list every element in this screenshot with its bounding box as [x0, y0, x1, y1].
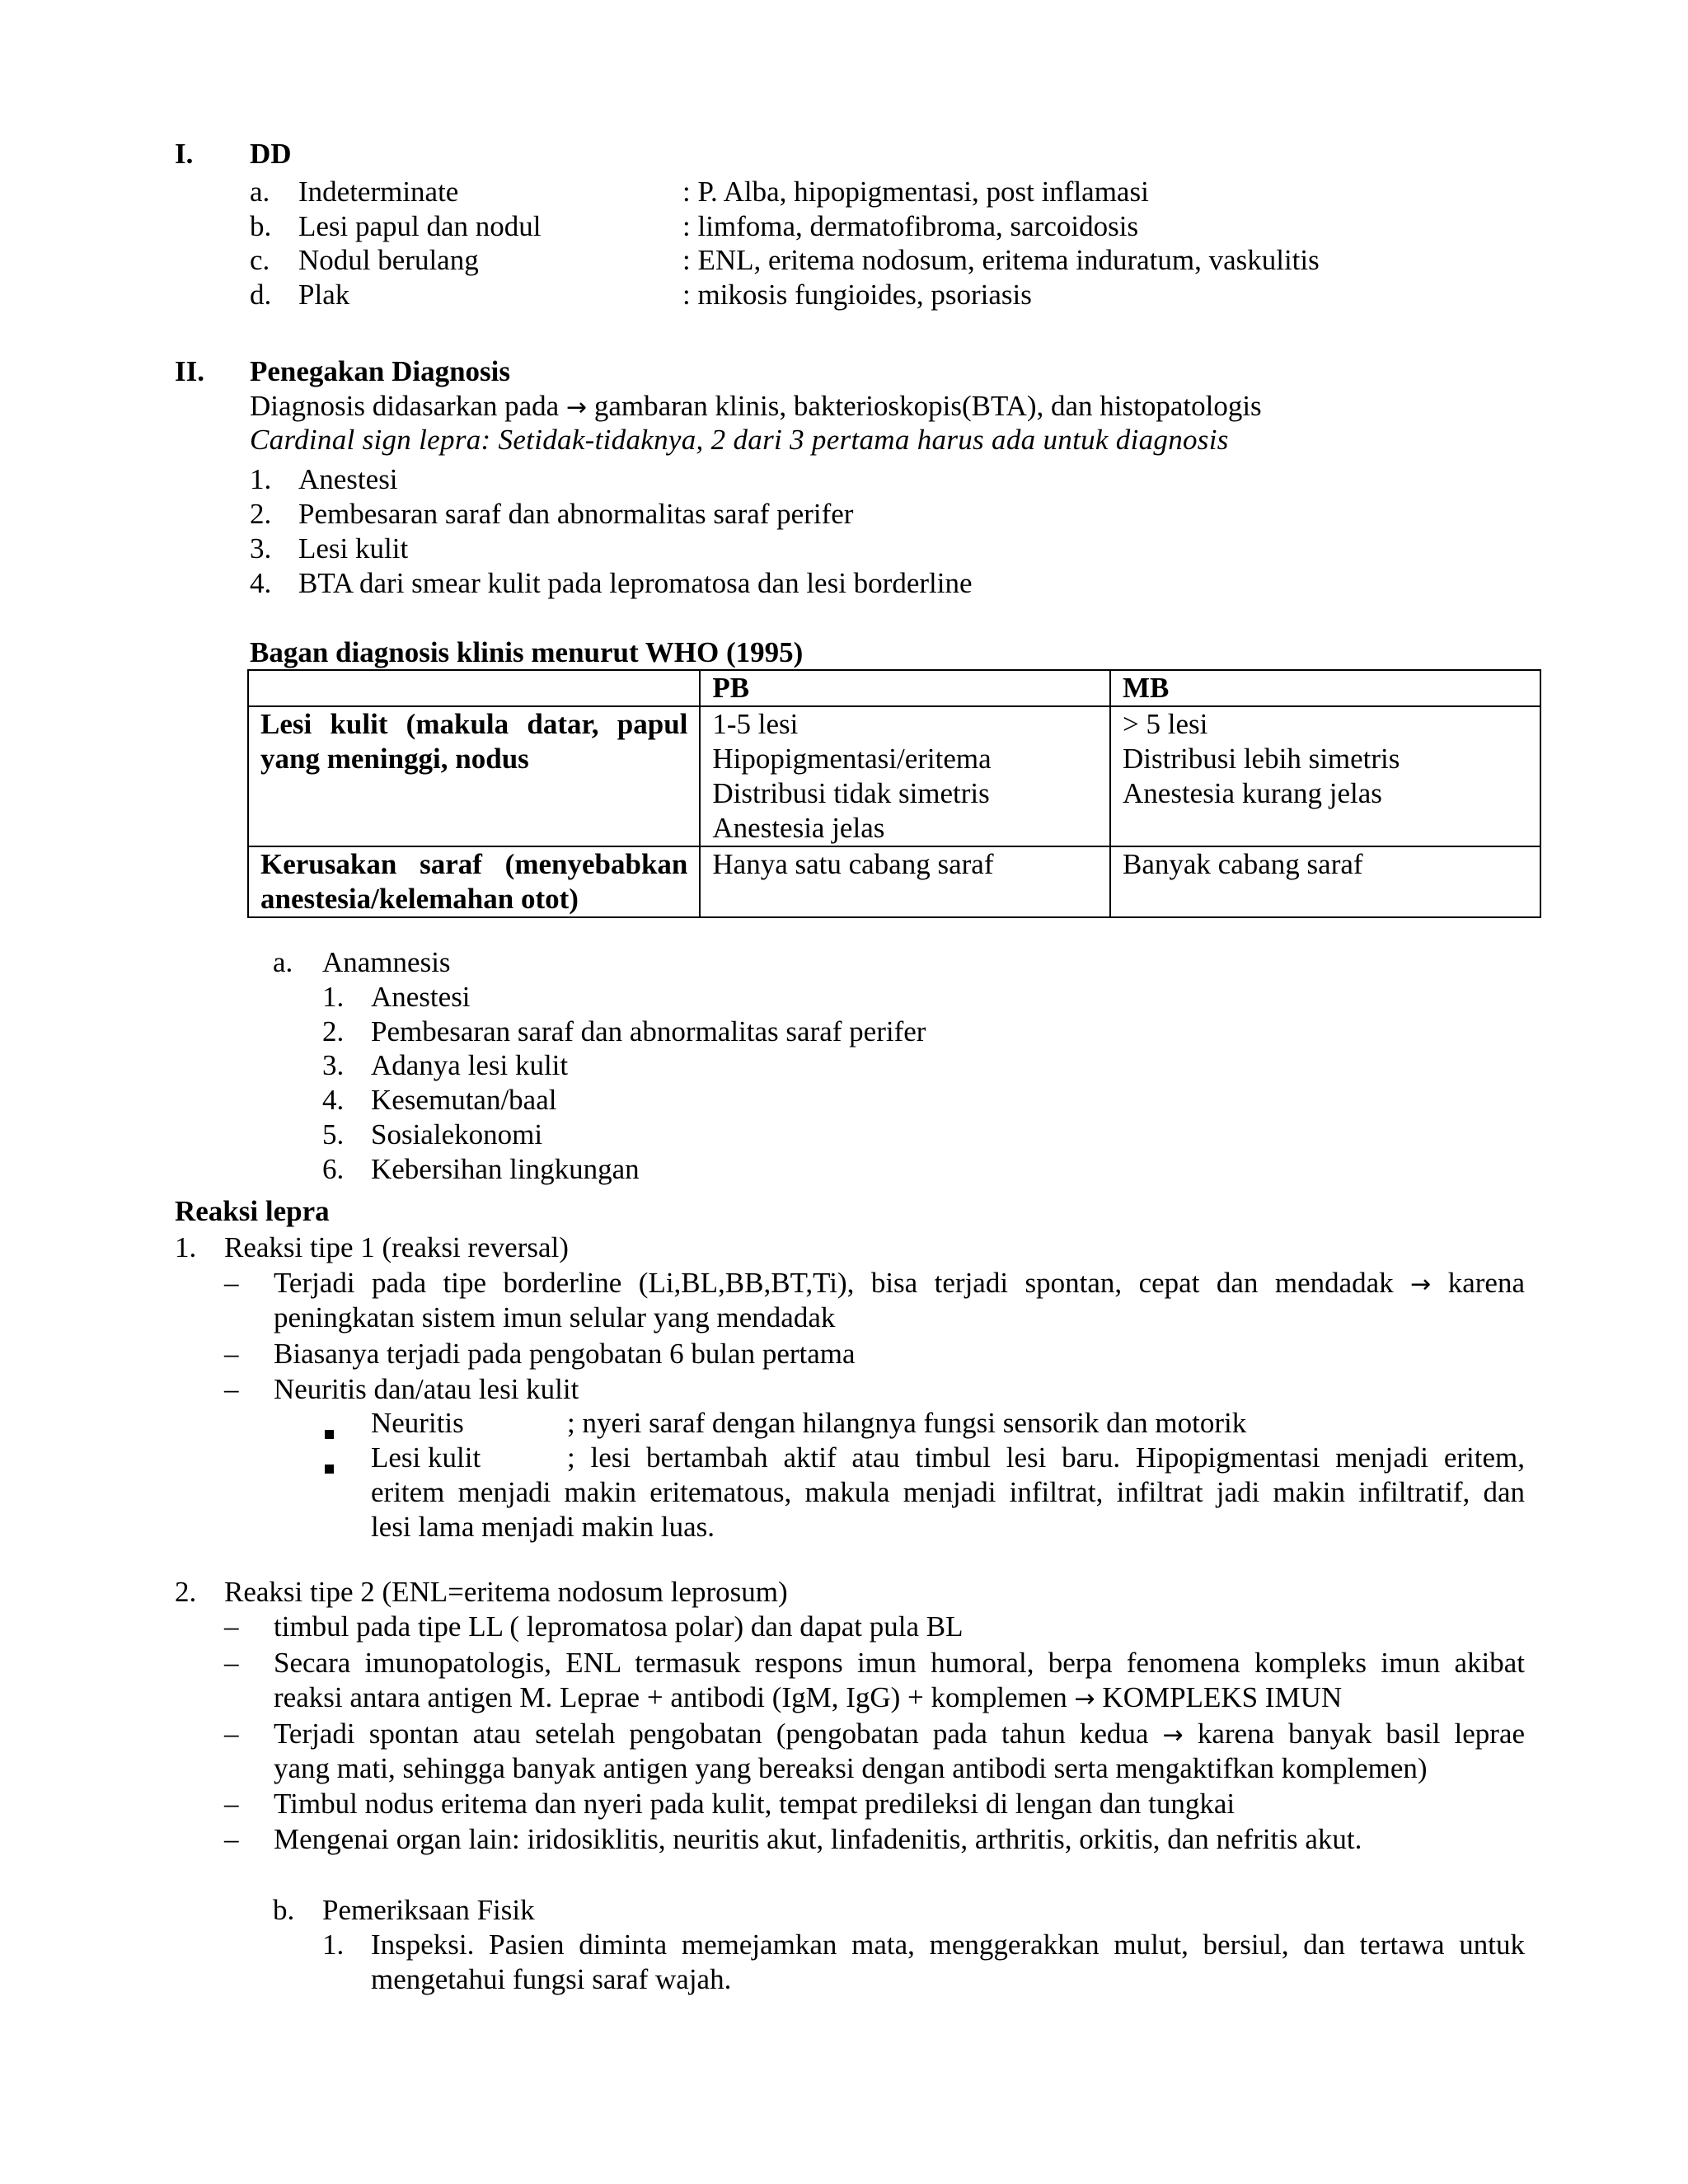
table-header-pb: PB	[700, 670, 1110, 706]
anamnesis-text-5: Sosialekonomi	[371, 1118, 543, 1151]
dd-value-d: : mikosis fungioides, psoriasis	[682, 279, 1032, 311]
tipe1-bullet1-pre: Terjadi pada tipe borderline (Li,BL,BB,BT,Ti), bisa terjadi spontan, cepat dan mendadak	[274, 1267, 1394, 1299]
table-header-empty	[248, 670, 700, 706]
sub2-term: Lesi kulit	[371, 1441, 481, 1474]
dd-term-c: Nodul berulang	[298, 244, 479, 276]
section2-title: Penegakan Diagnosis	[250, 355, 511, 387]
sub2-line3: lesi lama menjadi makin luas.	[371, 1511, 715, 1543]
pb-lesi-kulit	[700, 706, 1110, 846]
sign-num-1: 1.	[250, 463, 272, 495]
sub1-term: Neuritis	[371, 1407, 464, 1439]
dd-value-c: : ENL, eritema nodosum, eritema induratum, vaskulitis	[682, 244, 1320, 276]
table-row	[248, 846, 1540, 917]
tipe1-title: Reaksi tipe 1 (reaksi reversal)	[224, 1231, 569, 1263]
dash-icon: –	[224, 1647, 239, 1679]
sign-num-4: 4.	[250, 567, 272, 599]
tipe2-bullet4: Timbul nodus eritema dan nyeri pada kulit, tempat predileksi di lengan dan tungkai	[274, 1788, 1236, 1820]
section2-numeral: II.	[175, 355, 204, 387]
anamnesis-num-6: 6.	[322, 1153, 345, 1185]
pb-line: 1-5 lesi	[712, 708, 799, 740]
mb-line: > 5 lesi	[1123, 708, 1208, 740]
dash-icon: –	[224, 1823, 239, 1855]
tipe2-bullet3-line1	[274, 1717, 1525, 1753]
dd-term-a: Indeterminate	[298, 176, 459, 208]
table-header-mb: MB	[1110, 670, 1540, 706]
mb-line: Distribusi lebih simetris	[1123, 743, 1400, 775]
pb-line: Hanya satu cabang saraf	[712, 848, 994, 880]
anamnesis-text-2: Pembesaran saraf dan abnormalitas saraf perifer	[371, 1015, 926, 1047]
square-bullet-icon	[325, 1447, 334, 1482]
dd-letter-c: c.	[250, 244, 270, 276]
pb-line: Hipopigmentasi/eritema	[712, 743, 992, 775]
reaksi-title: Reaksi lepra	[175, 1195, 330, 1227]
sub2-line1: ; lesi bertambah aktif atau timbul lesi baru. Hipopigmentasi menjadi eritem,	[567, 1441, 1525, 1474]
anamnesis-num-3: 3.	[322, 1049, 345, 1081]
tipe2-title: Reaksi tipe 2 (ENL=eritema nodosum leprosum)	[224, 1576, 788, 1608]
tipe1-bullet1-line1	[274, 1266, 1525, 1302]
anamnesis-num-5: 5.	[322, 1118, 345, 1151]
anamnesis-num-4: 4.	[322, 1084, 345, 1116]
diagnosis-basis-pre: Diagnosis didasarkan pada	[250, 390, 560, 422]
anamnesis-num-2: 2.	[322, 1015, 345, 1047]
pb-kerusakan-saraf	[700, 846, 1110, 917]
mb-line: Banyak cabang saraf	[1123, 848, 1363, 880]
pemeriksaan-title: Pemeriksaan Fisik	[322, 1894, 535, 1926]
dd-letter-a: a.	[250, 176, 270, 208]
dd-letter-d: d.	[250, 279, 272, 311]
tipe2-bullet2-pre: reaksi antara antigen M. Leprae + antibodi (IgM, IgG) + komplemen	[274, 1681, 1067, 1713]
dash-icon: –	[224, 1338, 239, 1370]
anamnesis-title: Anamnesis	[322, 946, 451, 978]
pemeriksaan-item-num: 1.	[322, 1929, 345, 1961]
pemeriksaan-letter: b.	[273, 1894, 295, 1926]
who-diagnosis-table	[247, 669, 1541, 918]
row-label-line: anestesia/kelemahan otot)	[260, 883, 579, 915]
arrow-icon: →	[1162, 1721, 1184, 1750]
who-table-caption: Bagan diagnosis klinis menurut WHO (1995)	[250, 636, 804, 668]
sign-num-2: 2.	[250, 498, 272, 530]
tipe2-bullet1: timbul pada tipe LL ( lepromatosa polar) dan dapat pula BL	[274, 1610, 964, 1643]
tipe1-bullet1-line2: peningkatan sistem imun selular yang mendadak	[274, 1301, 836, 1333]
row-label-line: Kerusakan saraf (menyebabkan	[260, 848, 688, 880]
mb-lesi-kulit	[1110, 706, 1540, 846]
dash-icon: –	[224, 1373, 239, 1405]
pb-line: Anestesia jelas	[712, 812, 885, 844]
dash-icon: –	[224, 1610, 239, 1643]
sub2-line2: eritem menjadi makin eritematous, makula menjadi infiltrat, infiltrat jadi makin infiltratif, dan	[371, 1476, 1525, 1508]
row-label-lesi-kulit	[248, 706, 700, 846]
diagnosis-basis	[250, 389, 1262, 425]
section1-numeral: I.	[175, 138, 194, 170]
sign-num-3: 3.	[250, 532, 272, 565]
tipe2-bullet3-post: karena banyak basil leprae	[1197, 1718, 1526, 1750]
tipe1-bullet2: Biasanya terjadi pada pengobatan 6 bulan pertama	[274, 1338, 856, 1370]
row-label-line: Lesi kulit (makula datar, papul	[260, 708, 688, 740]
sign-text-3: Lesi kulit	[298, 532, 409, 565]
sign-text-1: Anestesi	[298, 463, 398, 495]
tipe2-bullet2-line2	[274, 1680, 1342, 1717]
dash-icon: –	[224, 1267, 239, 1299]
pb-line: Distribusi tidak simetris	[712, 777, 990, 809]
tipe2-bullet3-pre: Terjadi spontan atau setelah pengobatan (pengobatan pada tahun kedua	[274, 1718, 1149, 1750]
row-label-line: yang meninggi, nodus	[260, 743, 529, 775]
mb-line: Anestesia kurang jelas	[1123, 777, 1382, 809]
anamnesis-text-4: Kesemutan/baal	[371, 1084, 557, 1116]
dash-icon: –	[224, 1788, 239, 1820]
anamnesis-num-1: 1.	[322, 981, 345, 1013]
arrow-icon: →	[565, 393, 588, 422]
sign-text-4: BTA dari smear kulit pada lepromatosa dan lesi borderline	[298, 567, 973, 599]
tipe2-bullet5: Mengenai organ lain: iridosiklitis, neuritis akut, linfadenitis, arthritis, orkitis, dan nefritis akut.	[274, 1823, 1362, 1855]
tipe1-bullet1-post: karena	[1447, 1267, 1525, 1299]
sub1-text: ; nyeri saraf dengan hilangnya fungsi sensorik dan motorik	[567, 1407, 1247, 1439]
dash-icon: –	[224, 1718, 239, 1750]
sign-text-2: Pembesaran saraf dan abnormalitas saraf perifer	[298, 498, 854, 530]
arrow-icon: →	[1410, 1270, 1432, 1299]
tipe2-bullet3-line2: yang mati, sehingga banyak antigen yang bereaksi dengan antibodi serta mengaktifkan komplemen)	[274, 1752, 1428, 1784]
mb-kerusakan-saraf	[1110, 846, 1540, 917]
tipe2-bullet2-line1: Secara imunopatologis, ENL termasuk respons imun humoral, berpa fenomena kompleks imun akibat	[274, 1647, 1525, 1679]
anamnesis-text-3: Adanya lesi kulit	[371, 1049, 569, 1081]
tipe1-num: 1.	[175, 1231, 197, 1263]
pemeriksaan-item-line2: mengetahui fungsi saraf wajah.	[371, 1963, 732, 1995]
square-bullet-icon	[325, 1413, 334, 1447]
dd-term-b: Lesi papul dan nodul	[298, 210, 542, 242]
cardinal-sign: Cardinal sign lepra: Setidak-tidaknya, 2 dari 3 pertama harus ada untuk diagnosis	[250, 424, 1229, 456]
table-header-row	[248, 670, 1540, 706]
tipe2-num: 2.	[175, 1576, 197, 1608]
anamnesis-text-1: Anestesi	[371, 981, 471, 1013]
dd-term-d: Plak	[298, 279, 350, 311]
section1-title: DD	[250, 138, 292, 170]
tipe2-bullet2-post: KOMPLEKS IMUN	[1102, 1681, 1343, 1713]
dd-letter-b: b.	[250, 210, 272, 242]
row-label-kerusakan-saraf	[248, 846, 700, 917]
dd-value-a: : P. Alba, hipopigmentasi, post inflamasi	[682, 176, 1149, 208]
tipe1-bullet3: Neuritis dan/atau lesi kulit	[274, 1373, 579, 1405]
arrow-icon: →	[1074, 1685, 1095, 1713]
table-row	[248, 706, 1540, 846]
dd-value-b: : limfoma, dermatofibroma, sarcoidosis	[682, 210, 1139, 242]
anamnesis-text-6: Kebersihan lingkungan	[371, 1153, 640, 1185]
pemeriksaan-item-line1: Inspeksi. Pasien diminta memejamkan mata, menggerakkan mulut, bersiul, dan tertawa untuk	[371, 1929, 1525, 1961]
anamnesis-letter: a.	[273, 946, 293, 978]
diagnosis-basis-post: gambaran klinis, bakterioskopis(BTA), dan histopatologis	[593, 390, 1262, 422]
